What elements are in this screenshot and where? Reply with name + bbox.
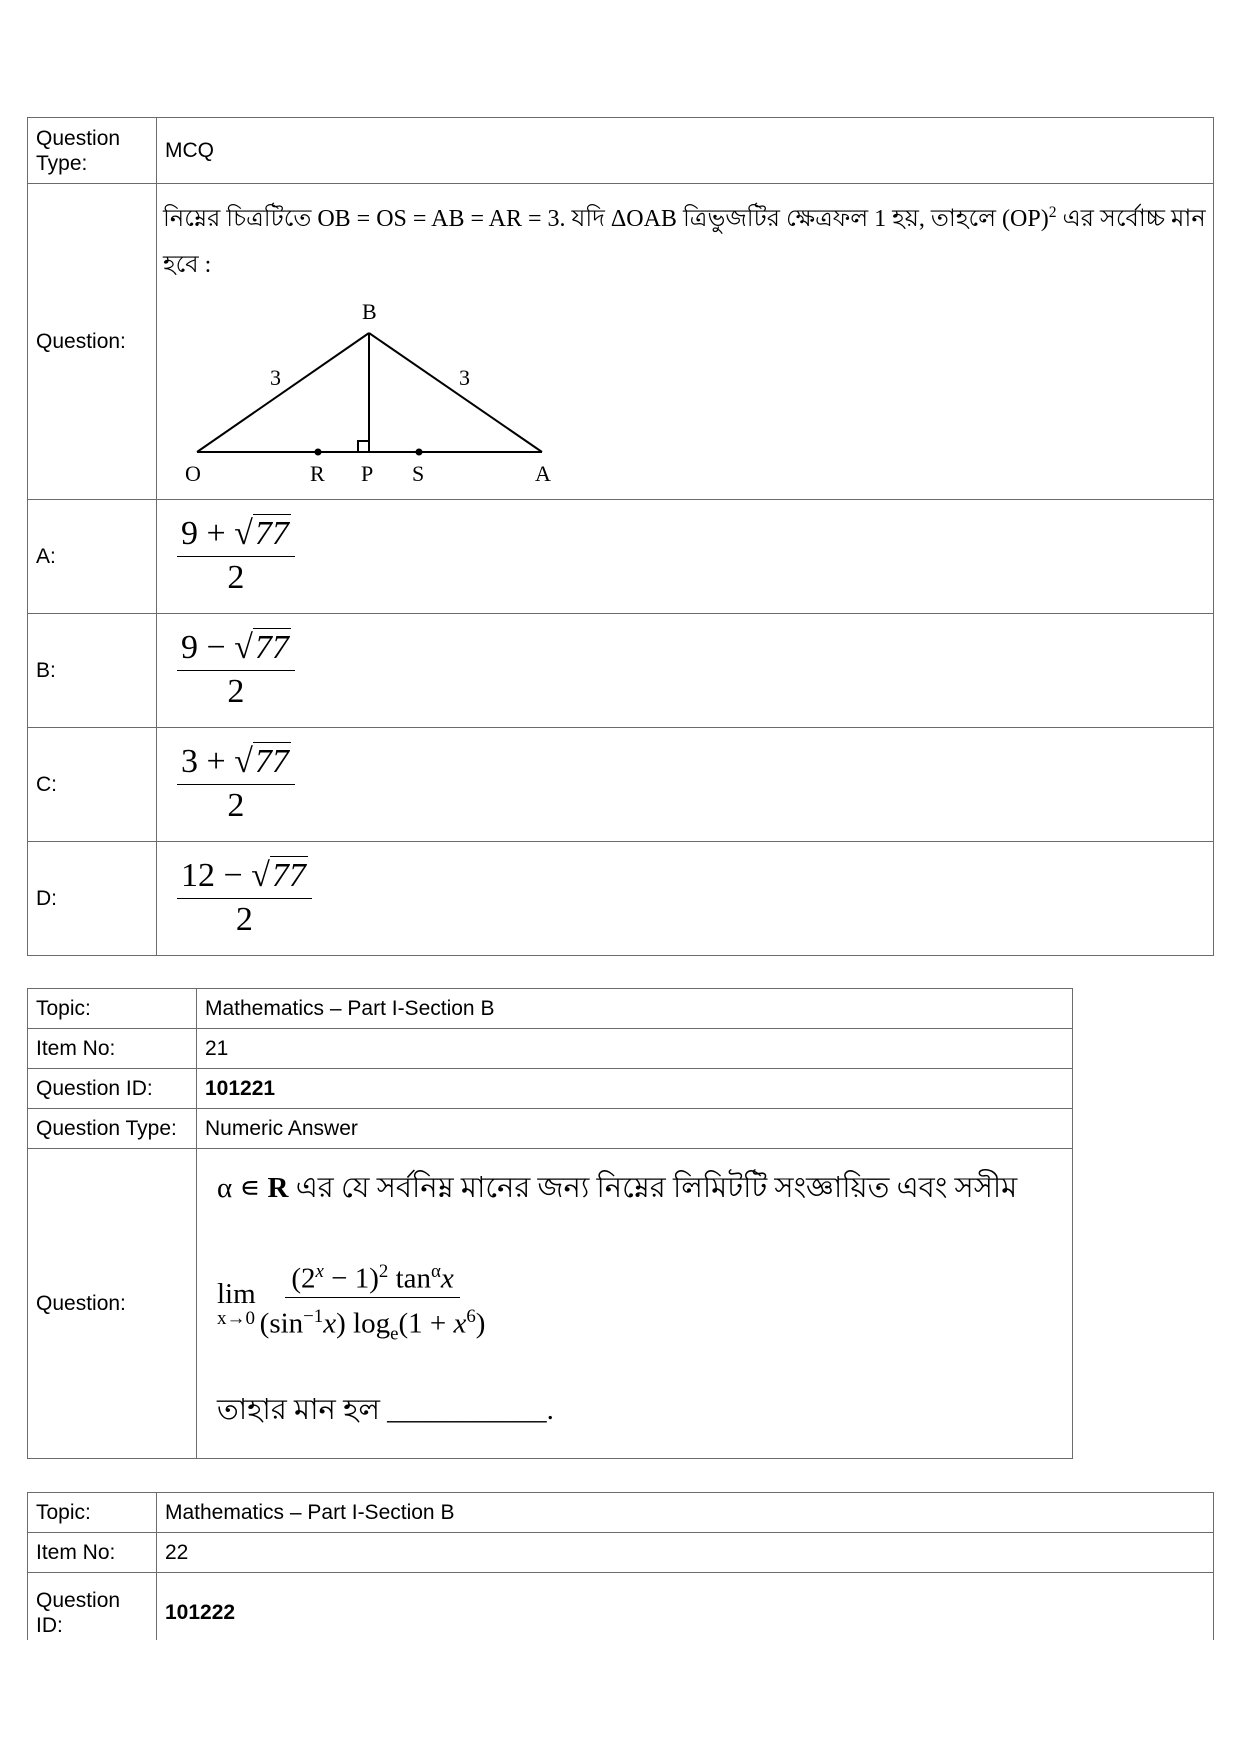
point-label-b: B	[362, 299, 377, 324]
question-22-clip	[0, 1492, 1240, 1640]
question-22-table	[27, 1492, 1214, 1640]
point-label-a: A	[535, 461, 551, 486]
topic-value: Mathematics – Part I-Section B	[197, 989, 1073, 1029]
question-id-label: Question ID:	[28, 1069, 197, 1109]
option-b-label: B:	[28, 614, 157, 728]
side-label-ob: 3	[270, 365, 281, 390]
item-no-label: Item No:	[28, 1533, 157, 1573]
answer-prompt: তাহার মান হল ___________.	[217, 1394, 554, 1427]
item-no-label: Item No:	[28, 1029, 197, 1069]
topic-label: Topic:	[28, 989, 197, 1029]
option-d-label: D:	[28, 842, 157, 956]
limit-expression: lim x→0 $(2^x - 1)^2$ $\tan^\alpha x$ $(\sin^{-1}x) \log_e(1 + x^6)$	[217, 1254, 1066, 1353]
question-label: Question:	[28, 184, 157, 500]
question-id-value: 101222	[157, 1573, 1214, 1641]
point-label-p: P	[361, 461, 374, 486]
point-label-o: O	[185, 461, 201, 486]
question-text-line1: α ∊ R এর যে সর্বনিম্ন মানের জন্য নিম্নের লিমিটটি সংজ্ঞায়িত এবং সসীম	[217, 1172, 1018, 1204]
question-id-label: Question ID:	[28, 1573, 157, 1641]
question-type-label: Question Type:	[28, 118, 157, 184]
option-c-fraction: $\frac{3 + √77}{2}$	[177, 742, 295, 827]
point-label-s: S	[412, 461, 425, 486]
option-a-label: A:	[28, 500, 157, 614]
item-no-value: 22	[157, 1533, 1214, 1573]
side-label-ab: 3	[459, 365, 470, 390]
question-21-table	[27, 988, 1073, 1459]
question-type-label: Question Type:	[28, 1109, 197, 1149]
triangle-figure	[167, 288, 617, 488]
question-type-value: MCQ	[157, 118, 1214, 184]
option-a-fraction: $\frac{9 + √77}{2}$	[177, 514, 295, 599]
option-b-fraction: $\frac{9 - √77}{2}$	[177, 628, 295, 713]
question-label: Question:	[28, 1149, 197, 1459]
topic-value: Mathematics – Part I-Section B	[157, 1493, 1214, 1533]
point-label-r: R	[310, 461, 325, 486]
topic-label: Topic:	[28, 1493, 157, 1533]
question-text: নিম্নের চিত্রটিতে OB = OS = AB = AR = 3. যদি ΔOAB ত্রিভুজটির ক্ষেত্রফল 1 হয়, তাহলে (OP)$^2$ এর সর্বোচ্চ মান হবে :	[163, 204, 1206, 278]
question-type-value: Numeric Answer	[197, 1109, 1073, 1149]
item-no-value: 21	[197, 1029, 1073, 1069]
option-d-fraction: $\frac{12 - √77}{2}$	[177, 856, 312, 941]
question-20-table	[27, 117, 1214, 956]
option-c-label: C:	[28, 728, 157, 842]
question-id-value: 101221	[197, 1069, 1073, 1109]
